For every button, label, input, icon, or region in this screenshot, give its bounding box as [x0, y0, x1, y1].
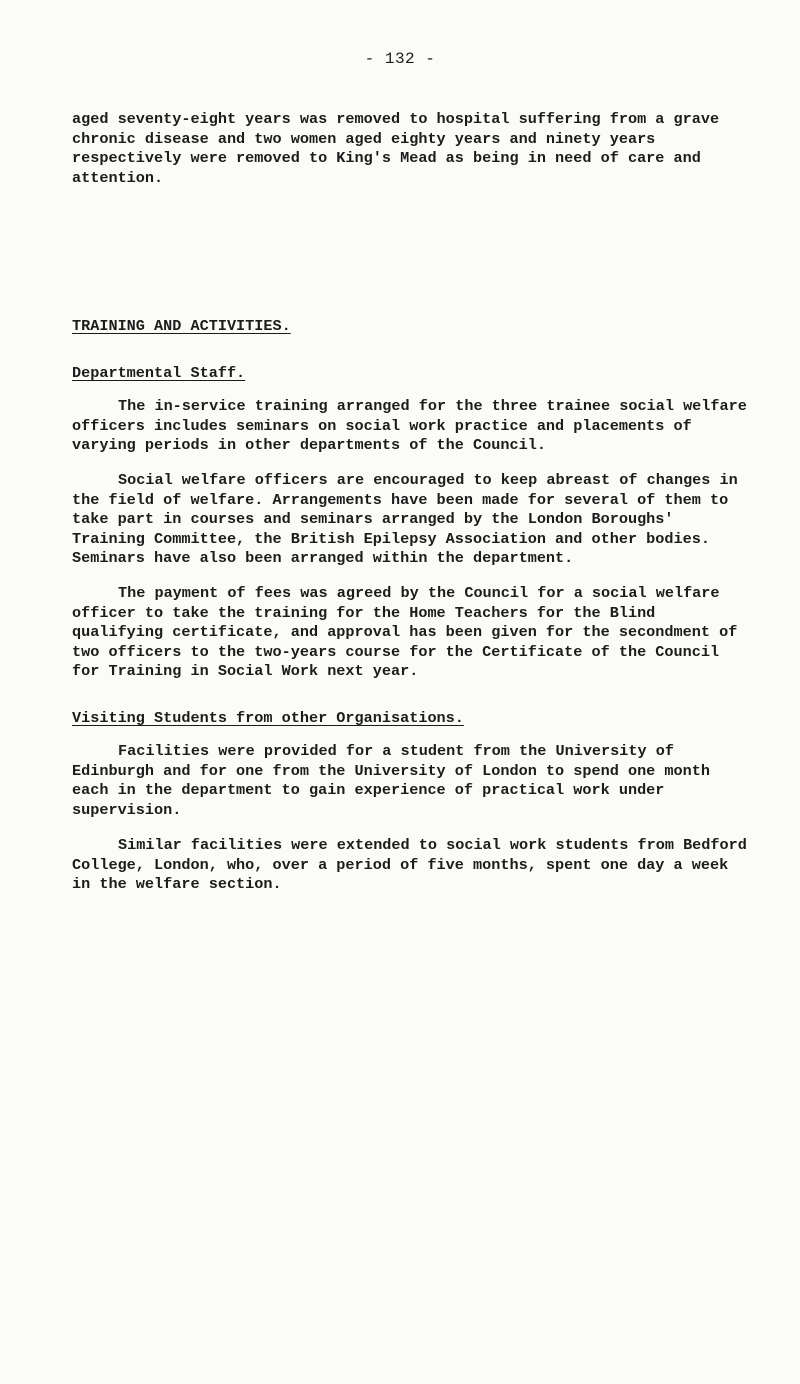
- subheading-departmental-staff: Departmental Staff.: [72, 364, 246, 382]
- paragraph-welfare-officers: Social welfare officers are encouraged to keep abreast of changes in the field of welfare. Arrangements have been made for several of them to take part in courses and seminars arranged by the London Boroughs' Training Committee, the British Epilepsy Association and other bodies. Seminars have also been arranged within the department.: [72, 471, 738, 568]
- paragraph-training: The in-service training arranged for the three trainee social welfare officers includes seminars on social work practice and placements of varying periods in other departments of the Council.: [72, 397, 747, 455]
- paragraph-similar-facilities: Similar facilities were extended to social work students from Bedford College, London, who, over a period of five months, spent one day a week in the welfare section.: [72, 836, 747, 894]
- section-heading: TRAINING AND ACTIVITIES.: [72, 317, 291, 335]
- paragraph-fees: The payment of fees was agreed by the Council for a social welfare officer to take the training for the Home Teachers for the Blind qualifying certificate, and approval has been given for the secondment of two officers to the two-years course for the Certificate of the Council for Training in Social Work next year.: [72, 584, 738, 681]
- subheading-visiting-students: Visiting Students from other Organisations.: [72, 709, 464, 727]
- paragraph-facilities: Facilities were provided for a student from the University of Edinburgh and for one from the University of London to spend one month each in the department to gain experience of practical work under supervision.: [72, 742, 710, 819]
- page-number: - 132 -: [364, 50, 436, 68]
- intro-paragraph: aged seventy-eight years was removed to hospital suffering from a grave chronic disease and two women aged eighty years and ninety years respectively were removed to King's Mead as being in need of care and attention.: [72, 110, 720, 187]
